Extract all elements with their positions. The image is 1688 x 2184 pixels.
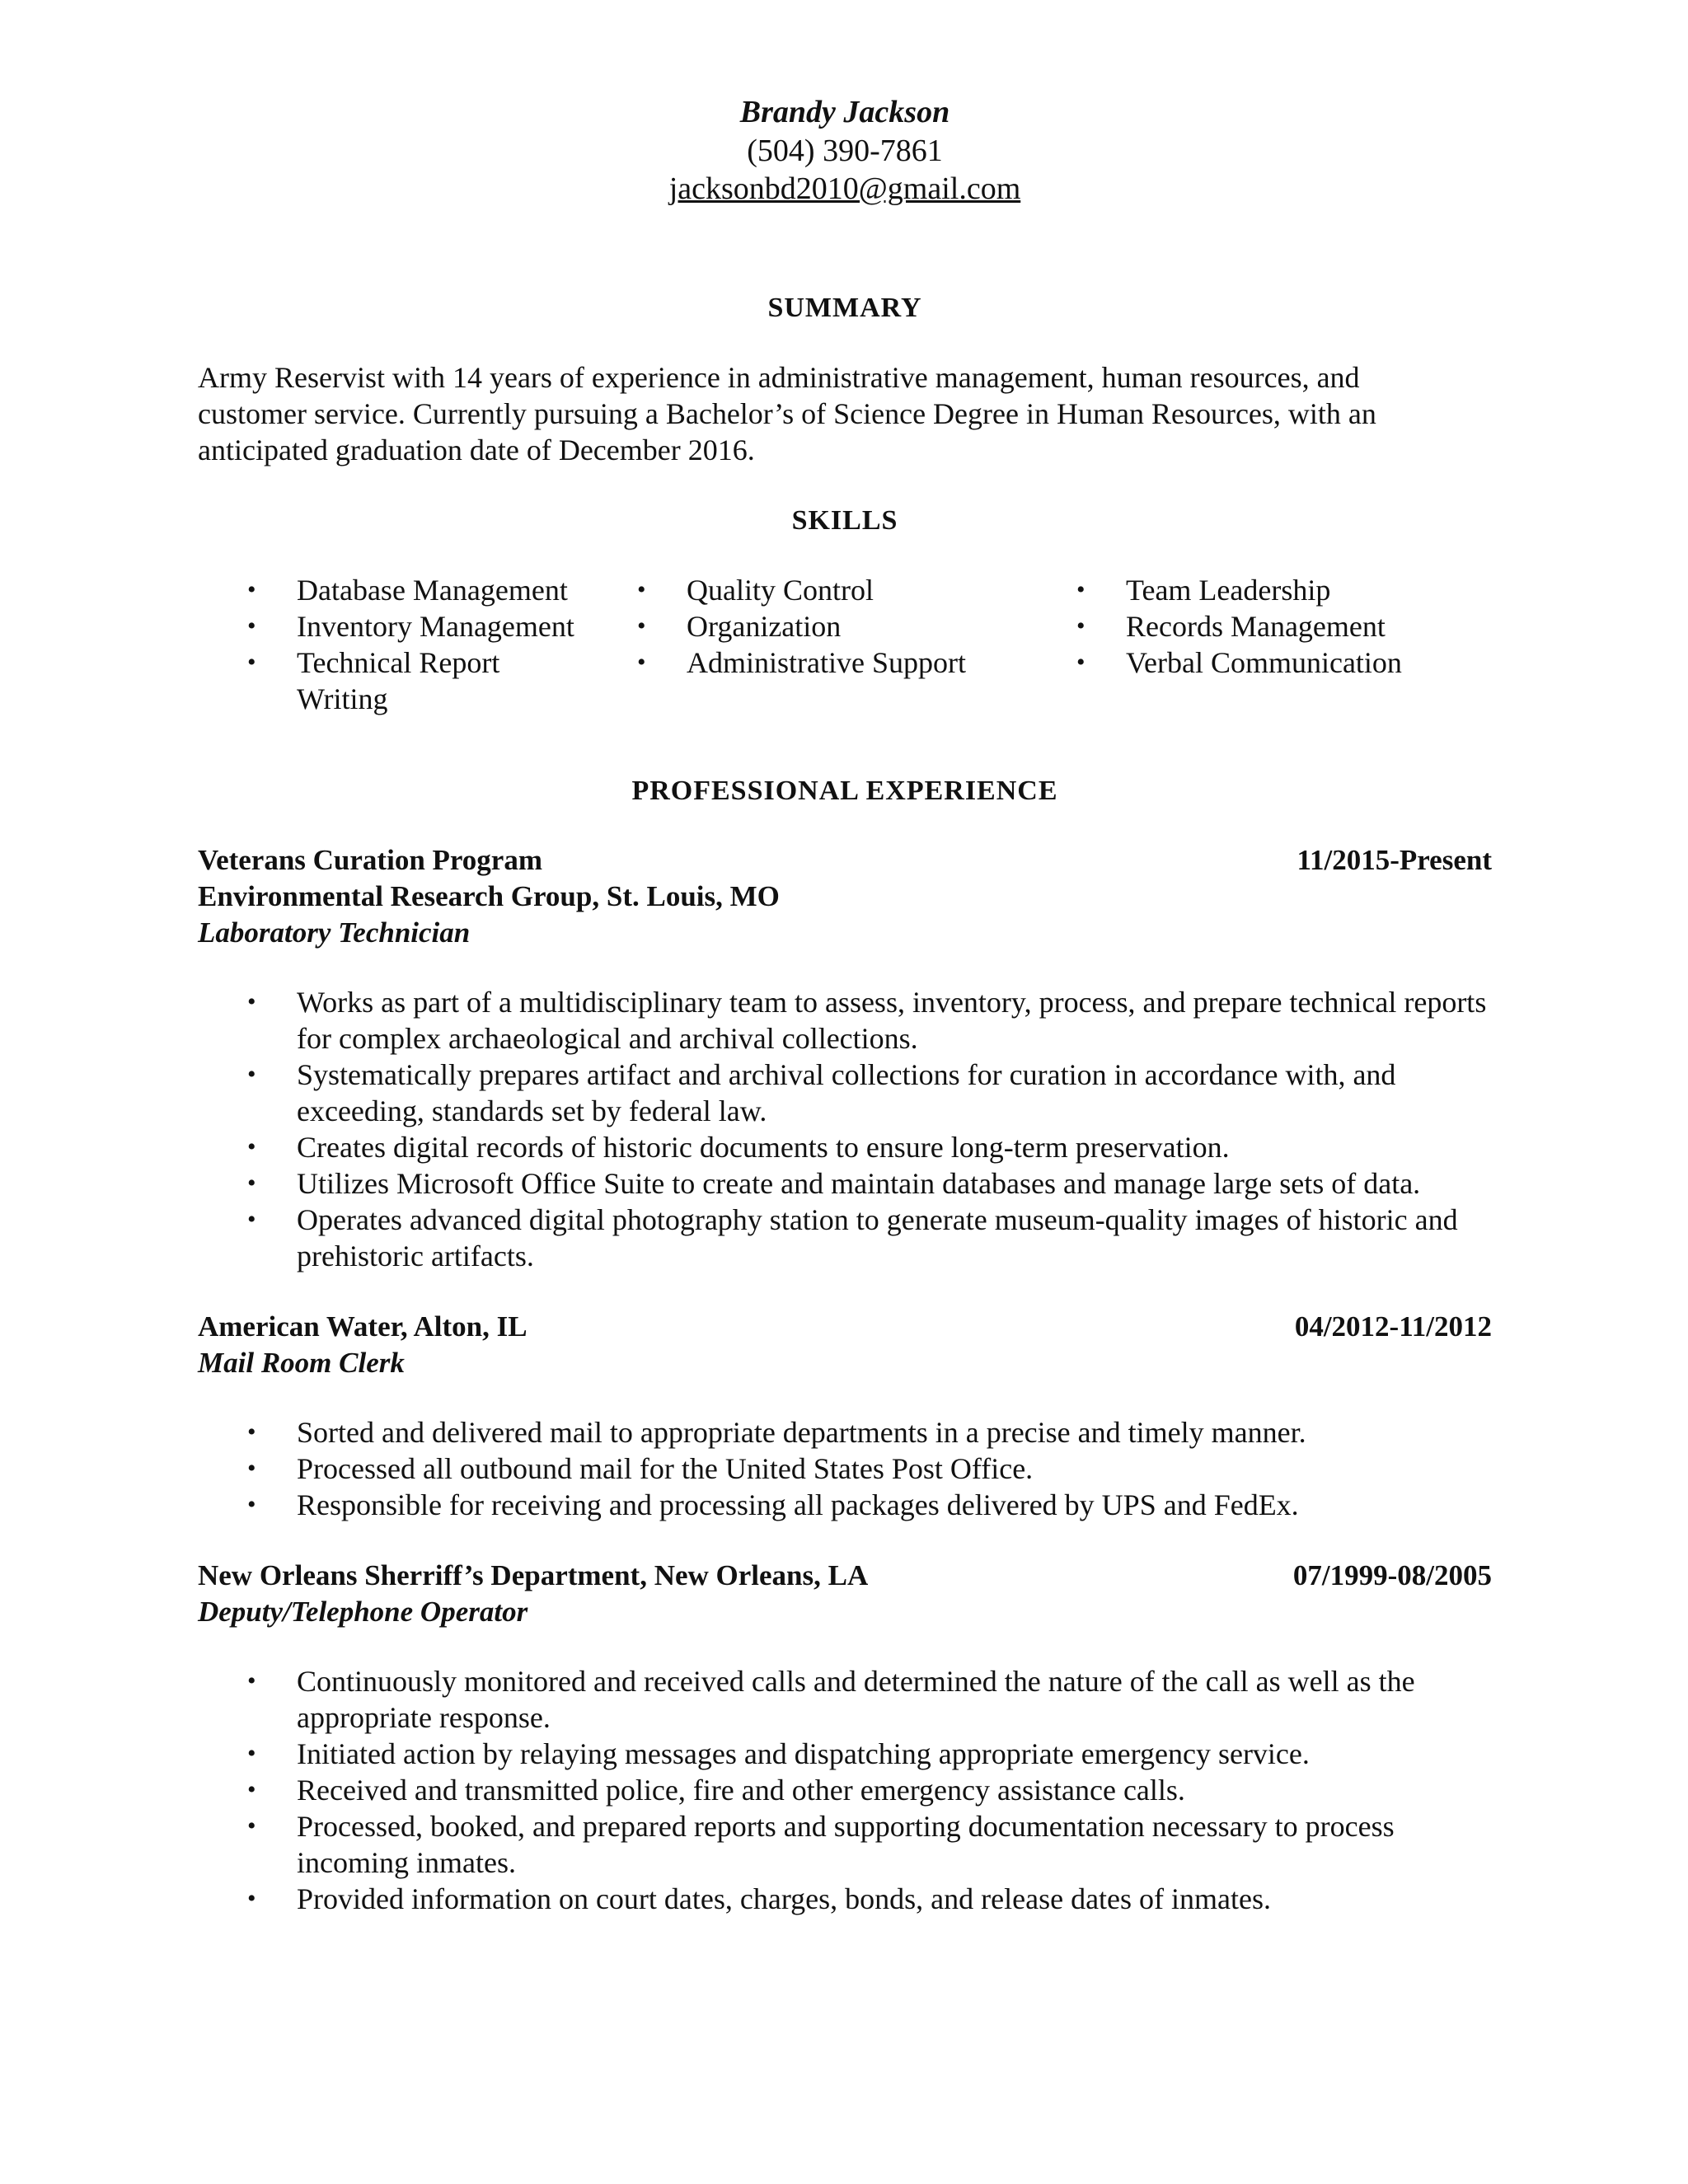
bullet-icon: • [247, 576, 256, 603]
bullet-icon: • [247, 1206, 256, 1233]
duty-item: • Responsible for receiving and processing all packages delivered by UPS and FedEx. [247, 1488, 1299, 1521]
duty-item: • Systematically prepares artifact and archival collections for curation in accordance with, and exceeding, standards set by federal law. [247, 1058, 1396, 1127]
job-duties [198, 1663, 1492, 1917]
skill-item: • Administrative Support [637, 646, 966, 679]
skills-column-2 [637, 572, 1076, 717]
bullet-icon: • [247, 1491, 256, 1518]
skill-item: • Organization [637, 610, 842, 643]
duty-item: • Provided information on court dates, charges, bonds, and release dates of inmates. [247, 1882, 1272, 1915]
duty-item: • Sorted and delivered mail to appropriate departments in a precise and timely manner. [247, 1416, 1306, 1449]
job-employer: New Orleans Sherriff’s Department, New Orleans, LA [198, 1559, 869, 1591]
skills-column-1 [198, 572, 637, 717]
job-role: Deputy/Telephone Operator [198, 1596, 528, 1628]
job-header [198, 1558, 1492, 1594]
skills-list [198, 572, 1492, 717]
job-entry-american-water [198, 1309, 1492, 1523]
skill-item: • Quality Control [637, 574, 874, 607]
bullet-icon: • [637, 649, 646, 676]
bullet-icon: • [247, 1169, 256, 1197]
job-duties [198, 984, 1492, 1274]
skill-item: • Database Management [247, 574, 568, 607]
duty-item: • Utilizes Microsoft Office Suite to create and maintain databases and manage large sets of data. [247, 1167, 1421, 1200]
skill-item: • Records Management [1076, 610, 1386, 643]
duty-item: • Works as part of a multidisciplinary team to assess, inventory, process, and prepare technical reports for complex archaeological and archival collections. [247, 986, 1487, 1055]
bullet-icon: • [637, 576, 646, 603]
job-dates: 04/2012-11/2012 [1294, 1310, 1492, 1343]
bullet-icon: • [247, 612, 256, 640]
skill-item: • Verbal Communication [1076, 646, 1402, 679]
summary-text: Army Reservist with 14 years of experience in administrative management, human resources, and customer service. Currently pursuing a Bachelor’s of Science Degree in Human Resources, with an anticipated graduation date of December 2016. [198, 361, 1376, 466]
job-role: Laboratory Technician [198, 916, 471, 949]
resume-header [198, 92, 1492, 208]
phone-number: (504) 390-7861 [747, 134, 943, 168]
duty-item: • Processed all outbound mail for the United States Post Office. [247, 1452, 1034, 1485]
duty-item: • Continuously monitored and received calls and determined the nature of the call as well as the appropriate response. [247, 1665, 1415, 1734]
candidate-name: Brandy Jackson [739, 95, 950, 129]
duty-item: • Operates advanced digital photography station to generate museum-quality images of historic and prehistoric artifacts. [247, 1203, 1458, 1272]
job-dates: 07/1999-08/2005 [1292, 1559, 1492, 1591]
duty-item: • Creates digital records of historic documents to ensure long-term preservation. [247, 1131, 1230, 1164]
skill-item: • Inventory Management [247, 610, 574, 643]
bullet-icon: • [637, 612, 646, 640]
duty-item: • Processed, booked, and prepared reports and supporting documentation necessary to process incoming inmates. [247, 1810, 1395, 1879]
bullet-icon: • [1076, 612, 1085, 640]
job-entry-veterans-curation [198, 842, 1492, 1274]
job-header [198, 1309, 1492, 1345]
job-organization: Environmental Research Group, St. Louis, MO [198, 880, 780, 912]
job-employer: American Water, Alton, IL [198, 1310, 528, 1343]
bullet-icon: • [247, 1133, 256, 1160]
bullet-icon: • [247, 1812, 256, 1840]
job-employer: Veterans Curation Program [198, 844, 543, 876]
bullet-icon: • [247, 1776, 256, 1803]
summary-heading: SUMMARY [767, 293, 922, 323]
email-link[interactable]: jacksonbd2010@gmail.com [668, 171, 1021, 206]
duty-item: • Initiated action by relaying messages and dispatching appropriate emergency service. [247, 1737, 1310, 1770]
skill-item: • Technical Report Writing [247, 646, 500, 715]
job-role: Mail Room Clerk [198, 1347, 405, 1379]
skills-column-3 [1076, 572, 1489, 717]
resume-page [198, 92, 1492, 1917]
bullet-icon: • [247, 1455, 256, 1482]
bullet-icon: • [247, 1740, 256, 1767]
bullet-icon: • [247, 649, 256, 676]
duty-item: • Received and transmitted police, fire and other emergency assistance calls. [247, 1774, 1185, 1807]
bullet-icon: • [247, 1885, 256, 1912]
bullet-icon: • [247, 1061, 256, 1088]
bullet-icon: • [1076, 649, 1085, 676]
job-entry-new-orleans-sheriff [198, 1558, 1492, 1917]
job-header [198, 842, 1492, 879]
bullet-icon: • [247, 1418, 256, 1446]
skill-item: • Team Leadership [1076, 574, 1331, 607]
skills-heading: SKILLS [791, 505, 898, 536]
bullet-icon: • [247, 1667, 256, 1694]
job-dates: 11/2015-Present [1296, 844, 1492, 876]
experience-heading: PROFESSIONAL EXPERIENCE [631, 776, 1058, 806]
job-duties [198, 1414, 1492, 1523]
bullet-icon: • [247, 988, 256, 1015]
bullet-icon: • [1076, 576, 1085, 603]
